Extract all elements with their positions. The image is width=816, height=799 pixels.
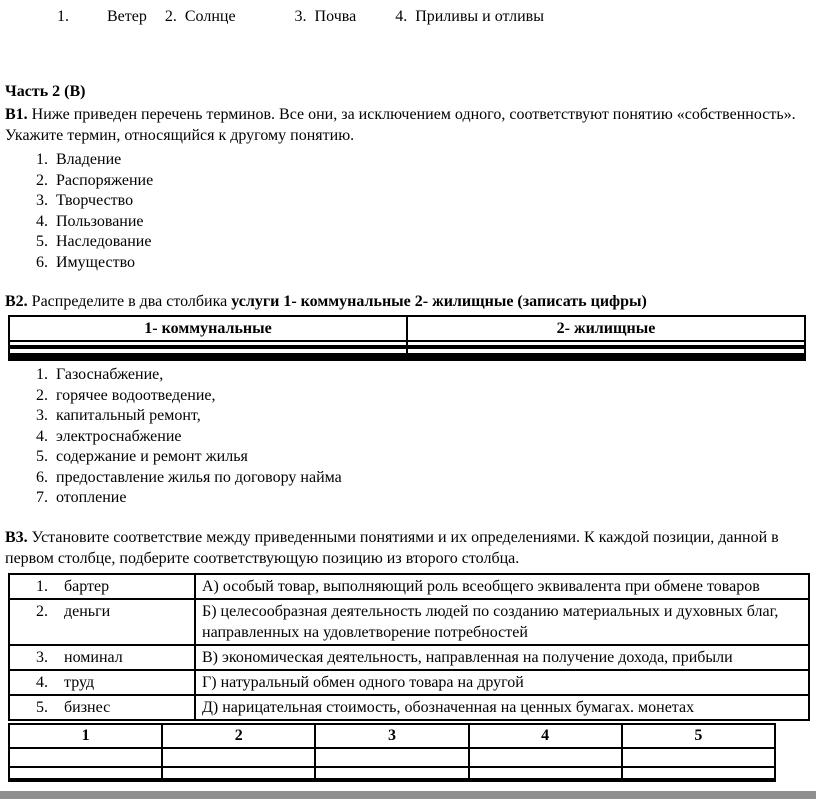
term-cell bbox=[9, 645, 195, 670]
b2-question bbox=[5, 291, 813, 312]
answer-col-header: 2 bbox=[162, 724, 315, 748]
b2-col-header-communal: 1- коммунальные bbox=[9, 316, 407, 341]
top-option bbox=[165, 6, 236, 27]
table-row bbox=[9, 695, 809, 720]
table-row bbox=[9, 645, 809, 670]
list-item: 7. отопление bbox=[52, 488, 816, 509]
answer-empty-row bbox=[9, 767, 775, 780]
term-number: 3. bbox=[36, 648, 48, 666]
answer-cell bbox=[162, 748, 315, 767]
list-item: 6. Имущество bbox=[52, 253, 816, 274]
b3-question bbox=[5, 527, 813, 569]
b2-answer-cell bbox=[407, 347, 805, 357]
term-cell bbox=[9, 574, 195, 599]
term-cell bbox=[9, 599, 195, 645]
answer-col-header: 5 bbox=[622, 724, 775, 748]
option-number: 3. bbox=[294, 8, 307, 25]
list-item: 5. содержание и ремонт жилья bbox=[52, 447, 816, 468]
list-item: 4. Пользование bbox=[52, 212, 816, 233]
term-number: 5. bbox=[36, 698, 48, 716]
option-label: Приливы и отливы bbox=[415, 8, 544, 25]
term-label: бартер bbox=[64, 577, 110, 595]
definition-cell: А) особый товар, выполняющий роль всеобщего эквивалента при обмене товаров bbox=[195, 574, 809, 599]
term-number: 1. bbox=[36, 577, 48, 595]
answer-cell bbox=[622, 767, 775, 780]
answer-cell bbox=[162, 767, 315, 780]
answer-cell bbox=[9, 767, 162, 780]
answer-col-header: 1 bbox=[9, 724, 162, 748]
list-item: 2. горячее водоотведение, bbox=[52, 386, 816, 407]
term-label: номинал bbox=[64, 648, 123, 666]
term-label: труд bbox=[64, 673, 95, 691]
definition-cell: Д) нарицательная стоимость, обозначенная на ценных бумагах. монетах bbox=[195, 695, 809, 720]
b2-col-header-housing: 2- жилищные bbox=[407, 316, 805, 341]
answer-cell bbox=[622, 748, 775, 767]
b2-text-bold: услуги 1- коммунальные 2- жилищные (записать цифры) bbox=[231, 293, 647, 310]
option-label: Солнце bbox=[184, 8, 236, 25]
list-item: 5. Наследование bbox=[52, 232, 816, 253]
answer-cell bbox=[315, 748, 468, 767]
b2-service-list bbox=[5, 365, 816, 509]
answer-cell bbox=[9, 748, 162, 767]
option-label: Ветер bbox=[107, 8, 147, 25]
b2-answer-table bbox=[8, 315, 806, 361]
answer-empty-row bbox=[9, 748, 775, 767]
option-number: 2. bbox=[164, 8, 177, 25]
top-option bbox=[395, 6, 544, 27]
answer-cell bbox=[469, 748, 622, 767]
b1-term-list bbox=[5, 150, 816, 273]
term-cell bbox=[9, 695, 195, 720]
term-number: 2. bbox=[36, 602, 48, 620]
list-item: 3. Творчество bbox=[52, 191, 816, 212]
scan-edge-strip bbox=[0, 791, 816, 799]
table-row bbox=[9, 670, 809, 695]
option-number: 4. bbox=[395, 8, 408, 25]
table-row bbox=[9, 574, 809, 599]
answer-header-row bbox=[9, 724, 775, 748]
b3-text: Установите соответствие между приведенными понятиями и их определениями. К каждой позиции, данной в первом столбце, подберите соответствующую позицию из второго столбца. bbox=[5, 528, 779, 567]
table-row bbox=[9, 599, 809, 645]
b2-answer-cell bbox=[9, 347, 407, 357]
option-label: Почва bbox=[314, 8, 357, 25]
part2-heading: Часть 2 (В) bbox=[5, 83, 86, 100]
list-item: 6. предоставление жилья по договору найма bbox=[52, 468, 816, 489]
option-number: 1. bbox=[57, 8, 69, 25]
list-item: 1. Владение bbox=[52, 150, 816, 171]
term-cell bbox=[9, 670, 195, 695]
b2-text: Распределите в два столбика bbox=[27, 293, 232, 310]
answer-cell bbox=[315, 767, 468, 780]
b1-label: В1. bbox=[5, 106, 28, 123]
b1-question bbox=[5, 104, 813, 146]
term-label: деньги bbox=[64, 602, 111, 620]
definition-cell: Б) целесообразная деятельность людей по созданию материальных и духовных благ, направленных на удовлетворение потребностей bbox=[195, 599, 809, 645]
list-item: 1. Газоснабжение, bbox=[52, 365, 816, 386]
b2-label: В2. bbox=[5, 293, 28, 310]
b1-text: Ниже приведен перечень терминов. Все они, за исключением одного, соответствуют понятию «собственность». Укажите термин, относящийся к другому понятию. bbox=[5, 106, 796, 144]
answer-col-header: 4 bbox=[469, 724, 622, 748]
top-options-row bbox=[5, 6, 816, 27]
term-number: 4. bbox=[36, 673, 48, 691]
b3-answer-grid bbox=[8, 723, 776, 782]
top-option bbox=[57, 6, 147, 27]
definition-cell: В) экономическая деятельность, направленная на получение дохода, прибыли bbox=[195, 645, 809, 670]
answer-col-header: 3 bbox=[315, 724, 468, 748]
b3-label: В3. bbox=[5, 528, 28, 546]
top-option bbox=[295, 6, 357, 27]
list-item: 4. электроснабжение bbox=[52, 427, 816, 448]
list-item: 2. Распоряжение bbox=[52, 171, 816, 192]
answer-cell bbox=[469, 767, 622, 780]
definition-cell: Г) натуральный обмен одного товара на другой bbox=[195, 670, 809, 695]
list-item: 3. капитальный ремонт, bbox=[52, 406, 816, 427]
b3-match-table bbox=[8, 573, 810, 721]
term-label: бизнес bbox=[64, 698, 111, 716]
